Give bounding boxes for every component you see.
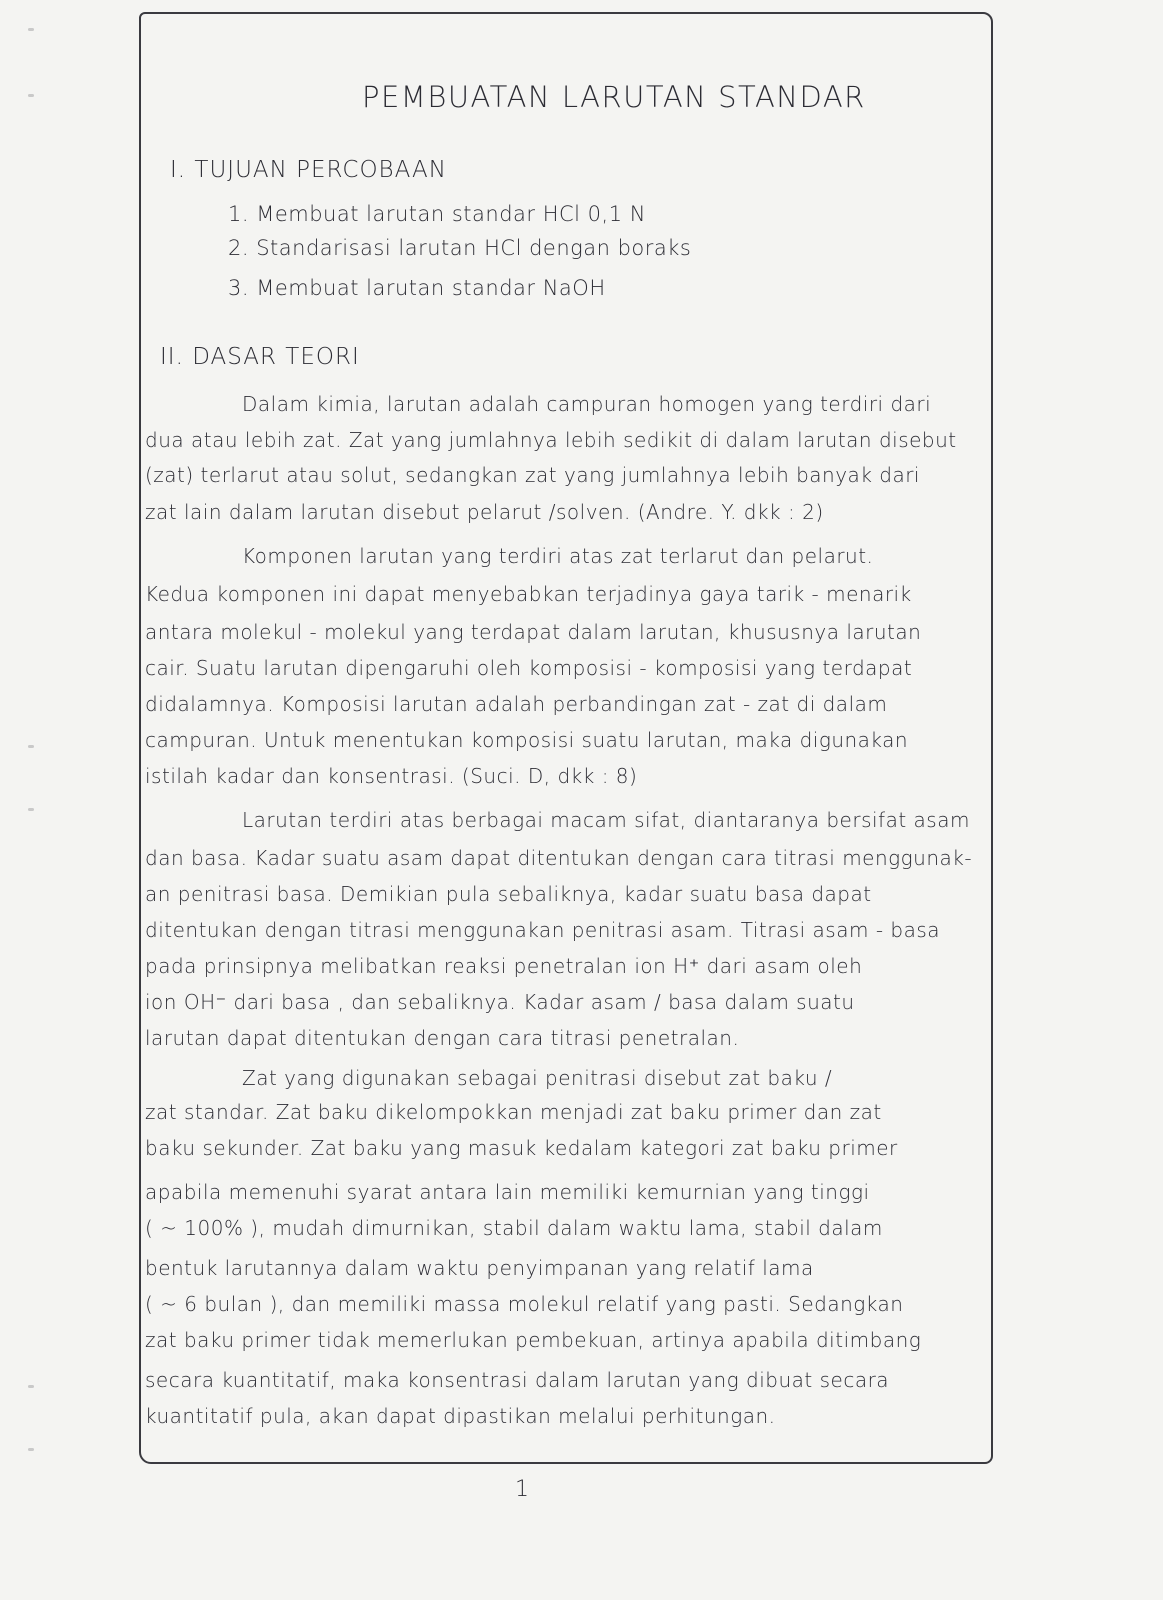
punch-mark [28,808,34,811]
text-line: ( ~ 100% ), mudah dimurnikan, stabil dalam waktu lama, stabil dalam [145,1216,883,1240]
text-line: ditentukan dengan titrasi menggunakan penitrasi asam. Titrasi asam - basa [145,918,941,942]
text-line: kuantitatif pula, akan dapat dipastikan melalui perhitungan. [145,1404,776,1428]
text-line: antara molekul - molekul yang terdapat dalam larutan, khususnya larutan [145,620,922,644]
text-line: campuran. Untuk menentukan komposisi suatu larutan, maka digunakan [145,728,909,752]
text-line: bentuk larutannya dalam waktu penyimpanan yang relatif lama [145,1256,814,1280]
text-line: Dalam kimia, larutan adalah campuran homogen yang terdiri dari [242,392,932,416]
text-line: pada prinsipnya melibatkan reaksi penetralan ion H⁺ dari asam oleh [145,954,863,978]
punch-mark [28,1448,34,1451]
text-line: Zat yang digunakan sebagai penitrasi disebut zat baku / [242,1066,833,1090]
text-line: Komponen larutan yang terdiri atas zat terlarut dan pelarut. [242,544,874,568]
punch-mark [28,745,34,748]
text-line: secara kuantitatif, maka konsentrasi dalam larutan yang dibuat secara [145,1368,890,1392]
objective-item: 2. Standarisasi larutan HCl dengan boraks [228,236,692,260]
objective-item: 3. Membuat larutan standar NaOH [228,276,606,300]
text-line: zat standar. Zat baku dikelompokkan menjadi zat baku primer dan zat [145,1100,882,1124]
text-line: cair. Suatu larutan dipengaruhi oleh komposisi - komposisi yang terdapat [145,656,913,680]
section-heading-tujuan: I. TUJUAN PERCOBAAN [170,157,447,183]
text-line: zat baku primer tidak memerlukan pembekuan, artinya apabila ditimbang [145,1328,922,1352]
punch-mark [28,1385,34,1388]
section-heading-dasar-teori: II. DASAR TEORI [160,344,360,370]
text-line: an penitrasi basa. Demikian pula sebaliknya, kadar suatu basa dapat [145,882,872,906]
page-title: PEMBUATAN LARUTAN STANDAR [362,80,866,114]
text-line: Kedua komponen ini dapat menyebabkan terjadinya gaya tarik - menarik [145,582,912,606]
text-line: larutan dapat ditentukan dengan cara titrasi penetralan. [145,1026,740,1050]
text-line: apabila memenuhi syarat antara lain memiliki kemurnian yang tinggi [145,1180,870,1204]
page-number: 1 [515,1477,530,1502]
objective-item: 1. Membuat larutan standar HCl 0,1 N [228,202,646,226]
text-line: zat lain dalam larutan disebut pelarut /solven. (Andre. Y. dkk : 2) [145,500,824,524]
text-line: didalamnya. Komposisi larutan adalah perbandingan zat - zat di dalam [145,692,888,716]
text-line: dan basa. Kadar suatu asam dapat ditentukan dengan cara titrasi menggunak- [145,846,973,870]
text-line: istilah kadar dan konsentrasi. (Suci. D, dkk : 8) [145,764,638,788]
text-line: ( ~ 6 bulan ), dan memiliki massa molekul relatif yang pasti. Sedangkan [145,1292,904,1316]
punch-mark [28,28,34,31]
text-line: Larutan terdiri atas berbagai macam sifat, diantaranya bersifat asam [242,808,970,832]
text-line: ion OH⁻ dari basa , dan sebaliknya. Kadar asam / basa dalam suatu [145,990,855,1014]
text-line: baku sekunder. Zat baku yang masuk kedalam kategori zat baku primer [145,1136,898,1160]
text-line: (zat) terlarut atau solut, sedangkan zat yang jumlahnya lebih banyak dari [145,463,920,487]
punch-mark [28,94,34,97]
text-line: dua atau lebih zat. Zat yang jumlahnya lebih sedikit di dalam larutan disebut [145,428,957,452]
